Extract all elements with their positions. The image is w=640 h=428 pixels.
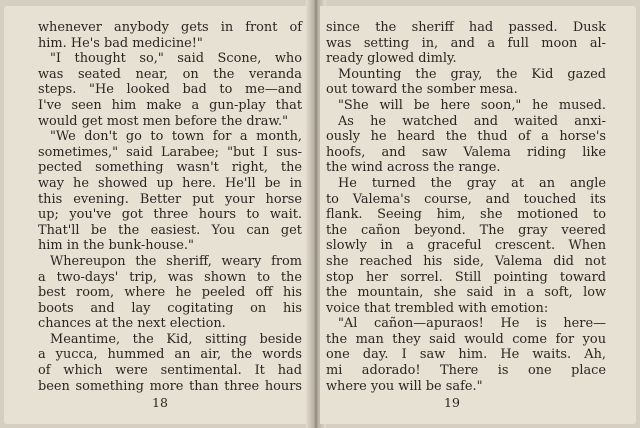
text-line: sometimes," said Larabee; "but I sus- <box>38 144 302 160</box>
text-line: steps. "He looked bad to me—and <box>38 82 302 98</box>
text-line: ready glowed dimly. <box>326 51 457 67</box>
text-line: "I thought so," said Scone, who <box>50 51 302 67</box>
text-line: a two-days' trip, was shown to the <box>38 269 302 285</box>
text-line: the wind across the range. <box>326 160 501 176</box>
text-line: slowly in a graceful crescent. When <box>326 238 606 254</box>
text-line: would get most men before the draw." <box>38 113 288 129</box>
text-line: she reached his side, Valema did not <box>326 253 606 269</box>
left-page <box>4 6 312 424</box>
text-line: As he watched and waited anxi- <box>338 113 606 129</box>
text-line: ously he heard the thud of a horse's <box>326 129 606 145</box>
text-line: out toward the somber mesa. <box>326 82 518 98</box>
text-line: pected something wasn't right, the <box>38 160 302 176</box>
left-page-number: 18 <box>152 395 168 410</box>
text-line: up; you've got three hours to wait. <box>38 207 302 223</box>
text-line: "Al cañon—apuraos! He is here— <box>338 316 606 332</box>
text-line: the man they said would come for you <box>326 331 606 347</box>
text-line: "She will be here soon," he mused. <box>338 97 606 113</box>
text-line: him. He's bad medicine!" <box>38 35 203 51</box>
text-line: I've seen him make a gun-play that <box>38 97 302 113</box>
text-line: That'll be the easiest. You can get <box>38 222 302 238</box>
left-page-text <box>38 20 302 394</box>
text-line: this evening. Better put your horse <box>38 191 302 207</box>
text-line: boots and lay cogitating on his <box>38 300 302 316</box>
text-line: way he showed up here. He'll be in <box>38 175 302 191</box>
text-line: best room, where he peeled off his <box>38 285 302 301</box>
right-page-text <box>326 20 606 394</box>
text-line: Meantime, the Kid, sitting beside <box>50 331 302 347</box>
text-line: "We don't go to town for a month, <box>50 129 302 145</box>
text-line: to Valema's course, and touched its <box>326 191 606 207</box>
text-line: whenever anybody gets in front of <box>38 20 302 35</box>
text-line: the mountain, she said in a soft, low <box>326 285 606 301</box>
text-line: one day. I saw him. He waits. Ah, <box>326 347 606 363</box>
text-line: a yucca, hummed an air, the words <box>38 347 302 363</box>
text-line: of which were sentimental. It had <box>38 363 302 379</box>
text-line: He turned the gray at an angle <box>338 175 606 191</box>
text-line: him in the bunk-house." <box>38 238 194 254</box>
text-line: been something more than three hours <box>38 378 302 394</box>
right-page <box>320 6 636 424</box>
right-page-number: 19 <box>444 395 460 410</box>
text-line: stop her sorrel. Still pointing toward <box>326 269 606 285</box>
text-line: Whereupon the sheriff, weary from <box>50 253 302 269</box>
text-line: chances at the next election. <box>38 316 226 332</box>
text-line: where you will be safe." <box>326 378 483 394</box>
text-line: the cañon beyond. The gray veered <box>326 222 606 238</box>
text-line: was seated near, on the veranda <box>38 66 302 82</box>
text-line: mi adorado! There is one place <box>326 363 606 379</box>
text-line: hoofs, and saw Valema riding like <box>326 144 606 160</box>
text-line: Mounting the gray, the Kid gazed <box>338 66 606 82</box>
text-line: voice that trembled with emotion: <box>326 300 549 316</box>
text-line: flank. Seeing him, she motioned to <box>326 207 606 223</box>
text-line: since the sheriff had passed. Dusk <box>326 20 606 35</box>
text-line: was setting in, and a full moon al- <box>326 35 606 51</box>
